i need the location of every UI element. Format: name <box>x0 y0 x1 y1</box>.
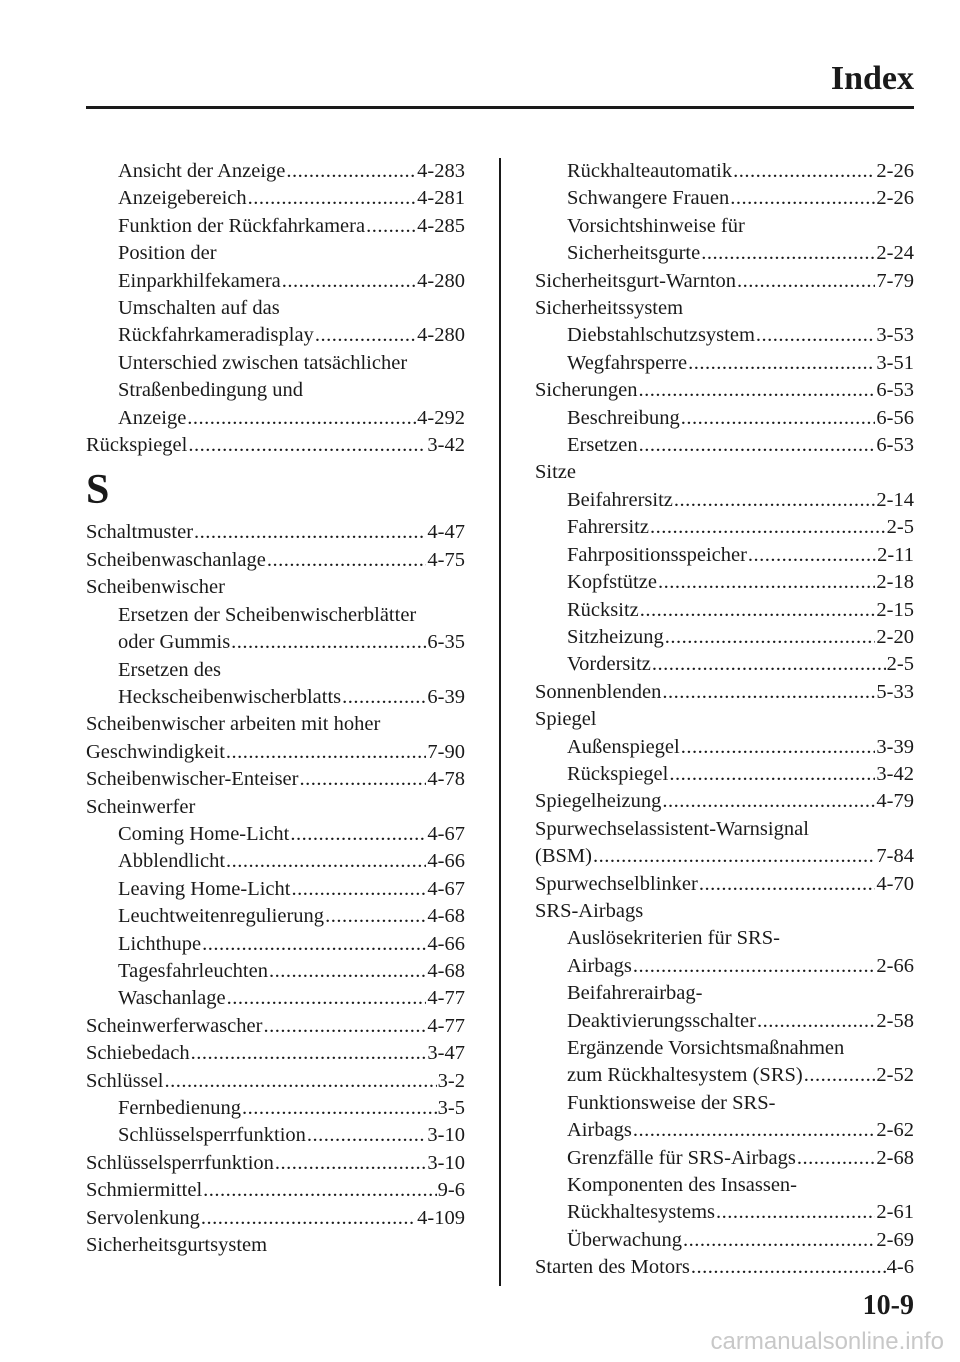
entry-text: oder Gummis <box>118 631 231 654</box>
entry-page-ref: 2-69 <box>876 1228 914 1251</box>
dot-leader <box>640 597 876 624</box>
entry-page-ref: 4-77 <box>427 987 465 1010</box>
dot-leader <box>757 1008 875 1035</box>
dot-leader <box>652 651 886 678</box>
entry-page-ref: 6-35 <box>427 631 465 654</box>
index-subentry <box>86 268 465 295</box>
entry-page-ref: 2-68 <box>876 1146 914 1169</box>
index-subentry <box>535 1145 914 1172</box>
dot-leader <box>242 1095 437 1122</box>
index-subentry <box>535 1062 914 1089</box>
entry-page-ref: 4-283 <box>417 160 465 182</box>
entry-text: Sitzheizung <box>567 625 664 648</box>
index-subentry-line: Komponenten des Insassen- <box>567 1174 798 1197</box>
dot-leader <box>737 268 875 295</box>
entry-page-ref: 6-56 <box>876 406 914 429</box>
dot-leader <box>756 322 876 349</box>
dot-leader <box>688 350 875 377</box>
entry-page-ref: 4-66 <box>427 850 465 873</box>
index-entry-line: Sicherheitsgurtsystem <box>86 1234 268 1257</box>
index-subentry <box>86 903 465 930</box>
entry-page-ref: 3-2 <box>437 1069 465 1092</box>
entry-text: Sicherheitsgurte <box>567 242 701 265</box>
index-entry <box>86 1068 465 1095</box>
entry-text: Überwachung <box>567 1228 682 1251</box>
index-entry <box>535 1254 914 1281</box>
entry-text: Fahrersitz <box>567 516 649 539</box>
dot-leader <box>307 1122 427 1149</box>
index-entry-line: Scheinwerfer <box>86 795 196 818</box>
entry-text: Ansicht der Anzeige <box>118 160 286 182</box>
entry-page-ref: 4-68 <box>427 959 465 982</box>
dot-leader <box>804 1062 876 1089</box>
entry-text: Sonnenblenden <box>535 680 662 703</box>
dot-leader <box>699 871 876 898</box>
entry-text: Rücksitz <box>567 598 639 621</box>
index-entry-line: Spurwechselassistent-Warnsignal <box>535 817 809 840</box>
entry-page-ref: 4-77 <box>427 1014 465 1037</box>
entry-page-ref: 4-292 <box>417 406 465 429</box>
entry-text: Scheinwerferwascher <box>86 1014 263 1037</box>
entry-text: Leuchtweitenregulierung <box>118 905 325 928</box>
entry-text: Ersetzen <box>567 434 638 457</box>
index-column-left <box>86 158 465 1259</box>
entry-text: Spurwechselblinker <box>535 872 698 895</box>
entry-text: Spiegelheizung <box>535 790 662 813</box>
entry-page-ref: 4-79 <box>876 790 914 813</box>
entry-page-ref: 2-5 <box>886 653 914 676</box>
entry-page-ref: 4-78 <box>427 768 465 791</box>
dot-leader <box>188 432 426 459</box>
index-subentry-line: Straßenbedingung und <box>118 379 304 402</box>
page-title: Index <box>830 60 914 97</box>
index-entry <box>535 843 914 870</box>
entry-page-ref: 3-10 <box>427 1124 465 1147</box>
entry-text: Fernbedienung <box>118 1097 241 1119</box>
entry-text: Sicherungen <box>535 379 638 402</box>
dot-leader <box>263 1013 426 1040</box>
entry-page-ref: 4-67 <box>427 877 465 900</box>
index-entry-line: Sitze <box>535 461 576 484</box>
dot-leader <box>342 684 426 711</box>
dot-leader <box>275 1150 427 1177</box>
index-subentry <box>535 1117 914 1144</box>
entry-text: Rückhalteautomatik <box>567 160 733 182</box>
index-subentry <box>535 405 914 432</box>
entry-text: Lichthupe <box>118 932 202 955</box>
entry-page-ref: 3-53 <box>876 324 914 347</box>
dot-leader <box>593 843 875 870</box>
entry-text: Deaktivierungsschalter <box>567 1009 756 1032</box>
entry-text: Airbags <box>567 1119 632 1142</box>
dot-leader <box>797 1145 876 1172</box>
entry-text: Anzeigebereich <box>118 187 247 210</box>
dot-leader <box>683 1227 875 1254</box>
index-subentry <box>535 734 914 761</box>
entry-page-ref: 2-66 <box>876 954 914 977</box>
dot-leader <box>366 213 416 240</box>
index-subentry <box>86 958 465 985</box>
entry-page-ref: 7-90 <box>427 740 465 763</box>
entry-text: Wegfahrsperre <box>567 351 688 374</box>
entry-page-ref: 6-53 <box>876 379 914 402</box>
index-subentry-line: Ersetzen des <box>118 658 222 681</box>
entry-page-ref: 4-70 <box>876 872 914 895</box>
entry-page-ref: 6-39 <box>427 685 465 708</box>
index-subentry <box>86 848 465 875</box>
dot-leader <box>267 547 427 574</box>
dot-leader <box>227 985 427 1012</box>
dot-leader <box>194 519 426 546</box>
dot-leader <box>662 679 875 706</box>
index-subentry-line: Umschalten auf das <box>118 297 280 320</box>
dot-leader <box>315 322 416 349</box>
index-subentry <box>535 158 914 185</box>
entry-text: Kopfstütze <box>567 571 657 594</box>
entry-text: Servolenkung <box>86 1206 200 1229</box>
entry-page-ref: 4-68 <box>427 905 465 928</box>
dot-leader <box>701 240 875 267</box>
entry-page-ref: 3-42 <box>427 434 465 457</box>
entry-page-ref: 2-52 <box>876 1064 914 1087</box>
entry-text: Grenzfälle für SRS-Airbags <box>567 1146 796 1169</box>
index-subentry <box>535 569 914 596</box>
dot-leader <box>716 1199 875 1226</box>
entry-page-ref: 3-51 <box>876 351 914 374</box>
dot-leader <box>633 1117 876 1144</box>
index-column-right <box>535 158 914 1282</box>
section-letter: S <box>86 467 110 514</box>
index-entry <box>535 679 914 706</box>
index-subentry <box>535 624 914 651</box>
entry-page-ref: 4-6 <box>886 1256 914 1279</box>
dot-leader <box>290 821 426 848</box>
index-entry <box>535 871 914 898</box>
dot-leader <box>674 487 876 514</box>
entry-page-ref: 2-18 <box>876 571 914 594</box>
dot-leader <box>226 739 427 766</box>
entry-text: Schiebedach <box>86 1042 190 1065</box>
index-subentry-line: Ersetzen der Scheibenwischerblätter <box>118 603 417 626</box>
page-number: 10-9 <box>862 1290 914 1321</box>
entry-text: Rückspiegel <box>86 434 188 457</box>
entry-text: Schlüssel <box>86 1069 164 1092</box>
index-subentry <box>535 322 914 349</box>
index-subentry <box>535 651 914 678</box>
entry-page-ref: 3-5 <box>437 1097 465 1119</box>
entry-text: Schlüsselsperrfunktion <box>86 1151 274 1174</box>
entry-page-ref: 7-79 <box>876 269 914 292</box>
index-entry <box>86 1013 465 1040</box>
entry-text: Rückhaltesystems <box>567 1201 716 1224</box>
dot-leader <box>291 876 426 903</box>
dot-leader <box>733 158 875 185</box>
entry-page-ref: 2-5 <box>886 516 914 539</box>
watermark: carmanualsonline.info <box>710 1328 944 1355</box>
index-entry <box>86 547 465 574</box>
entry-text: Rückspiegel <box>567 762 669 785</box>
index-entry <box>535 377 914 404</box>
entry-text: zum Rückhaltesystem (SRS) <box>567 1064 803 1087</box>
entry-page-ref: 3-42 <box>876 762 914 785</box>
dot-leader <box>325 903 426 930</box>
dot-leader <box>191 1040 427 1067</box>
dot-leader <box>187 405 416 432</box>
entry-page-ref: 4-66 <box>427 932 465 955</box>
entry-page-ref: 5-33 <box>876 680 914 703</box>
entry-text: Waschanlage <box>118 987 226 1010</box>
entry-text: Rückfahrkameradisplay <box>118 324 314 347</box>
entry-text: Tagesfahrleuchten <box>118 959 268 982</box>
entry-text: Schwangere Frauen <box>567 187 730 210</box>
dot-leader <box>730 185 875 212</box>
index-entry <box>86 1177 465 1204</box>
entry-text: Einparkhilfekamera <box>118 269 281 292</box>
dot-leader <box>639 432 876 459</box>
entry-text: Funktion der Rückfahrkamera <box>118 214 366 237</box>
index-entry-line: Sicherheitssystem <box>535 297 684 320</box>
dot-leader <box>638 377 875 404</box>
entry-text: Scheibenwaschanlage <box>86 548 266 571</box>
index-subentry <box>535 350 914 377</box>
index-subentry-line: Auslösekriterien für SRS- <box>567 927 780 950</box>
dot-leader <box>248 185 417 212</box>
index-subentry <box>535 1227 914 1254</box>
dot-leader <box>691 1254 886 1281</box>
dot-leader <box>669 761 875 788</box>
entry-page-ref: 2-26 <box>876 160 914 182</box>
index-subentry-line: Vorsichtshinweise für <box>567 214 745 237</box>
entry-page-ref: 4-75 <box>427 548 465 571</box>
dot-leader <box>282 268 416 295</box>
header-rule <box>86 106 914 109</box>
index-subentry <box>535 240 914 267</box>
index-entry-line: Spiegel <box>535 708 597 731</box>
dot-leader <box>748 542 876 569</box>
entry-text: Beschreibung <box>567 406 680 429</box>
index-subentry <box>535 1008 914 1035</box>
entry-page-ref: 4-109 <box>417 1206 465 1229</box>
column-divider <box>499 158 501 1286</box>
entry-text: Vordersitz <box>567 653 651 676</box>
index-subentry <box>86 1122 465 1149</box>
entry-text: Airbags <box>567 954 632 977</box>
dot-leader <box>299 766 426 793</box>
index-subentry <box>535 185 914 212</box>
entry-page-ref: 2-20 <box>876 625 914 648</box>
index-entry-line: SRS-Airbags <box>535 899 644 922</box>
index-subentry <box>86 684 465 711</box>
index-subentry <box>86 931 465 958</box>
entry-page-ref: 4-280 <box>417 269 465 292</box>
dot-leader <box>226 848 426 875</box>
dot-leader <box>201 1205 416 1232</box>
entry-page-ref: 7-84 <box>876 845 914 868</box>
index-subentry <box>535 487 914 514</box>
entry-text: Coming Home-Licht <box>118 822 290 845</box>
entry-page-ref: 2-61 <box>876 1201 914 1224</box>
index-entry <box>535 268 914 295</box>
index-subentry <box>86 405 465 432</box>
index-subentry <box>535 542 914 569</box>
entry-text: Diebstahlschutzsystem <box>567 324 755 347</box>
index-subentry <box>86 629 465 656</box>
entry-text: Scheibenwischer-Enteiser <box>86 768 299 791</box>
dot-leader <box>658 569 875 596</box>
index-entry <box>86 1040 465 1067</box>
index-subentry-line: Funktionsweise der SRS- <box>567 1091 776 1114</box>
index-subentry-line: Position der <box>118 242 217 265</box>
entry-page-ref: 4-285 <box>417 214 465 237</box>
index-entry <box>86 766 465 793</box>
entry-text: Leaving Home-Licht <box>118 877 291 900</box>
dot-leader <box>665 624 876 651</box>
index-subentry <box>535 597 914 624</box>
dot-leader <box>203 1177 437 1204</box>
entry-page-ref: 6-53 <box>876 434 914 457</box>
dot-leader <box>633 953 876 980</box>
index-entry-line: Scheibenwischer arbeiten mit hoher <box>86 713 381 736</box>
entry-text: Starten des Motors <box>535 1256 690 1279</box>
dot-leader <box>681 734 876 761</box>
dot-leader <box>164 1068 436 1095</box>
entry-page-ref: 3-47 <box>427 1042 465 1065</box>
index-entry-line: Scheibenwischer <box>86 576 225 599</box>
dot-leader <box>231 629 426 656</box>
entry-text: Anzeige <box>118 406 187 429</box>
index-subentry <box>86 322 465 349</box>
entry-page-ref: 4-47 <box>427 521 465 544</box>
index-subentry <box>86 185 465 212</box>
index-entry <box>86 1150 465 1177</box>
index-entry <box>86 739 465 766</box>
entry-page-ref: 4-67 <box>427 822 465 845</box>
entry-page-ref: 2-24 <box>876 242 914 265</box>
index-subentry <box>86 876 465 903</box>
index-subentry <box>86 1095 465 1122</box>
entry-page-ref: 2-11 <box>877 543 914 566</box>
entry-text: Schmiermittel <box>86 1179 203 1202</box>
entry-text: Schaltmuster <box>86 521 194 544</box>
entry-text: Fahrpositionsspeicher <box>567 543 747 566</box>
entry-page-ref: 2-15 <box>876 598 914 621</box>
entry-page-ref: 3-10 <box>427 1151 465 1174</box>
entry-text: Außenspiegel <box>567 735 680 758</box>
entry-page-ref: 2-58 <box>876 1009 914 1032</box>
entry-text: Sicherheitsgurt-Warnton <box>535 269 737 292</box>
entry-page-ref: 2-26 <box>876 187 914 210</box>
index-subentry-line: Ergänzende Vorsichtsmaßnahmen <box>567 1037 845 1059</box>
entry-text: (BSM) <box>535 845 592 868</box>
entry-text: Geschwindigkeit <box>86 740 225 763</box>
index-subentry <box>535 514 914 541</box>
index-subentry <box>535 432 914 459</box>
index-subentry <box>86 821 465 848</box>
dot-leader <box>681 405 876 432</box>
index-entry <box>86 519 465 546</box>
dot-leader <box>286 158 416 185</box>
entry-page-ref: 2-14 <box>876 488 914 511</box>
entry-text: Schlüsselsperrfunktion <box>118 1124 306 1147</box>
index-subentry <box>535 1199 914 1226</box>
dot-leader <box>650 514 886 541</box>
entry-page-ref: 4-280 <box>417 324 465 347</box>
index-subentry <box>86 158 465 185</box>
entry-text: Heckscheibenwischerblatts <box>118 685 342 708</box>
entry-text: Beifahrersitz <box>567 488 673 511</box>
index-subentry <box>535 953 914 980</box>
dot-leader <box>202 931 426 958</box>
index-entry <box>86 432 465 459</box>
entry-page-ref: 3-39 <box>876 735 914 758</box>
index-subentry <box>535 761 914 788</box>
index-entry <box>86 1205 465 1232</box>
entry-page-ref: 9-6 <box>437 1179 465 1202</box>
index-subentry-line: Beifahrerairbag- <box>567 982 703 1005</box>
dot-leader <box>662 788 875 815</box>
entry-text: Abblendlicht <box>118 850 226 873</box>
index-entry <box>535 788 914 815</box>
index-subentry <box>86 213 465 240</box>
index-subentry <box>86 985 465 1012</box>
dot-leader <box>269 958 426 985</box>
entry-page-ref: 4-281 <box>417 187 465 210</box>
entry-page-ref: 2-62 <box>876 1119 914 1142</box>
index-subentry-line: Unterschied zwischen tatsächlicher <box>118 351 408 374</box>
